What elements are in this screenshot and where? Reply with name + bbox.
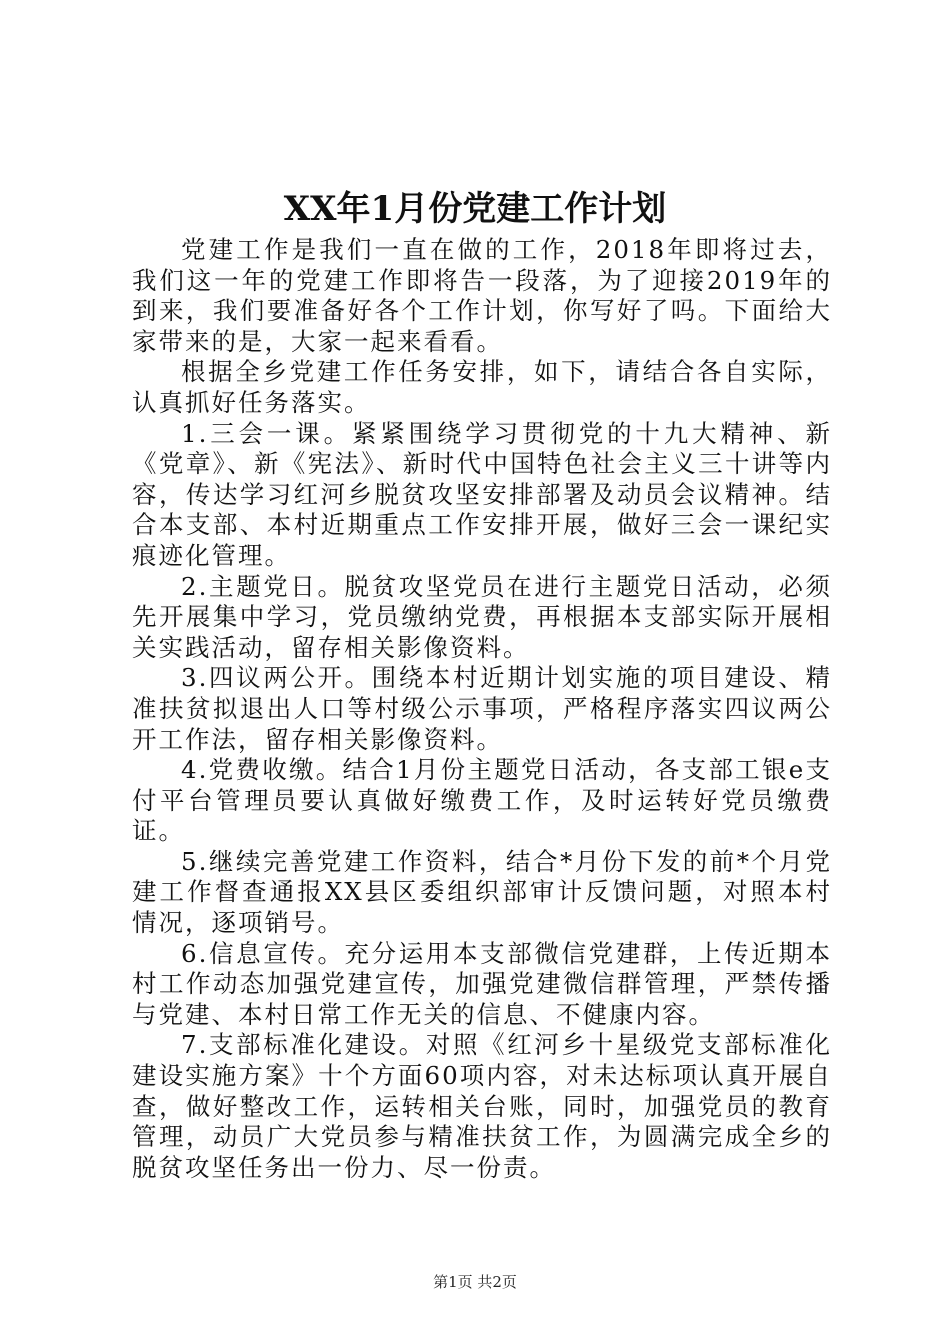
page-number-footer: 第1页 共2页 (433, 1273, 517, 1291)
paragraph-item-6: 6.信息宣传。充分运用本支部微信党建群，上传近期本村工作动态加强党建宣传，加强党建微信群管理，严禁传播与党建、本村日常工作无关的信息、不健康内容。 (132, 938, 832, 1029)
paragraph-item-1: 1.三会一课。紧紧围绕学习贯彻党的十九大精神、新《党章》、新《宪法》、新时代中国特色社会主义三十讲等内容，传达学习红河乡脱贫攻坚安排部署及动员会议精神。结合本支部、本村近期重点工作安排开展，做好三会一课纪实痕迹化管理。 (132, 418, 832, 570)
paragraph-arrangement: 根据全乡党建工作任务安排，如下，请结合各自实际，认真抓好任务落实。 (132, 357, 832, 417)
paragraph-intro: 党建工作是我们一直在做的工作，2018年即将过去，我们这一年的党建工作即将告一段落，为了迎接2019年的到来，我们要准备好各个工作计划，你写好了吗。下面给大家带来的是，大家一起来看看。 (132, 235, 832, 356)
document-body (132, 235, 832, 1183)
document-title: XX年1月份党建工作计划 (283, 189, 667, 229)
paragraph-item-7: 7.支部标准化建设。对照《红河乡十星级党支部标准化建设实施方案》十个方面60项内容，对未达标项认真开展自查，做好整改工作，运转相关台账，同时，加强党员的教育管理，动员广大党员参与精准扶贫工作，为圆满完成全乡的脱贫攻坚任务出一份力、尽一份责。 (132, 1030, 832, 1182)
paragraph-item-4: 4.党费收缴。结合1月份主题党日活动，各支部工银e支付平台管理员要认真做好缴费工作，及时运转好党员缴费证。 (132, 755, 832, 846)
paragraph-item-5: 5.继续完善党建工作资料，结合*月份下发的前*个月党建工作督查通报XX县区委组织部审计反馈问题，对照本村情况，逐项销号。 (132, 846, 832, 938)
paragraph-item-3: 3.四议两公开。围绕本村近期计划实施的项目建设、精准扶贫拟退出人口等村级公示事项，严格程序落实四议两公开工作法，留存相关影像资料。 (132, 663, 832, 754)
paragraph-item-2: 2.主题党日。脱贫攻坚党员在进行主题党日活动，必须先开展集中学习，党员缴纳党费，再根据本支部实际开展相关实践活动，留存相关影像资料。 (132, 571, 832, 662)
